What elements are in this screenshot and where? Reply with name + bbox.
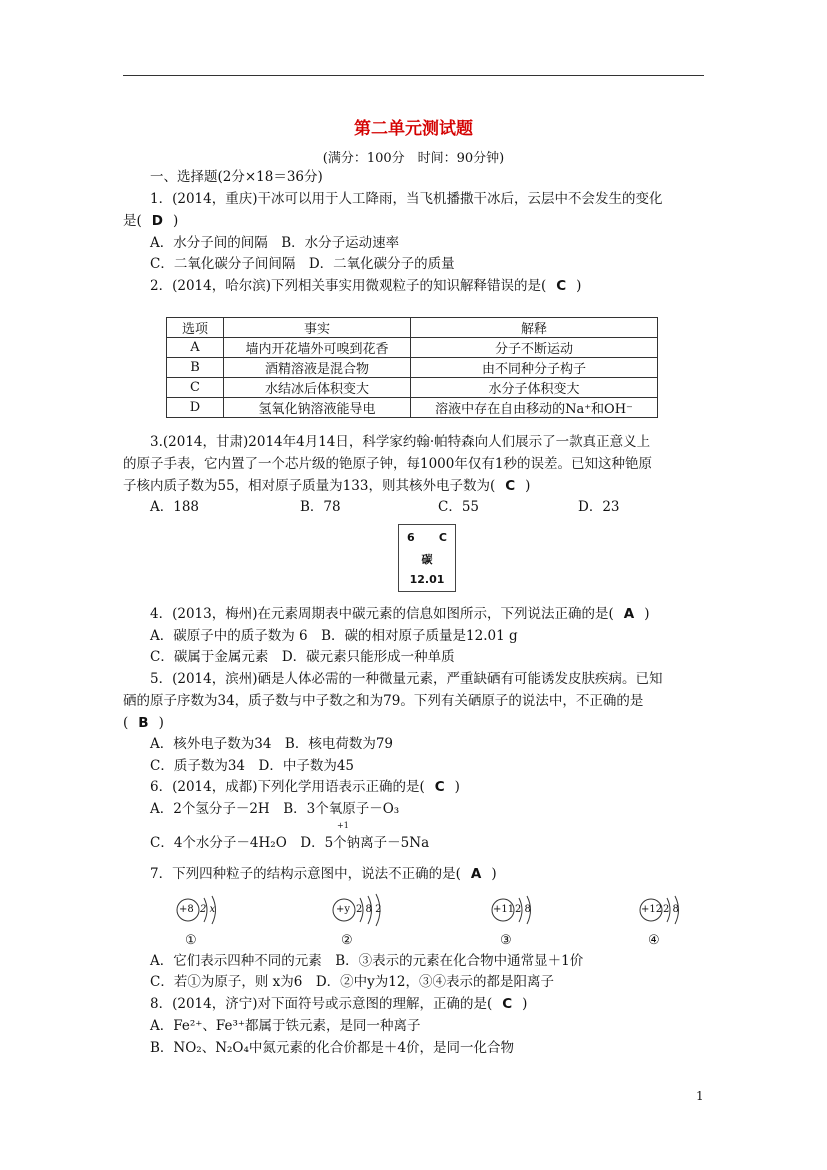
q4-option-cd: C．碳属于金属元素 D．碳元素只能形成一种单质 <box>150 649 455 665</box>
table-row <box>167 398 658 418</box>
q3-answer: C <box>505 478 516 494</box>
atom-1-label: ① <box>185 933 197 948</box>
q8-option-b: B．NO₂、N₂O₄中氮元素的化合价都是＋4价，是同一化合物 <box>150 1040 515 1056</box>
q3-option-d: D．23 <box>578 499 620 515</box>
q5-answer: B <box>138 715 149 731</box>
q3-option-a: A．188 <box>150 499 200 515</box>
atom-4-label: ④ <box>648 933 660 948</box>
q5-option-ab: A．核外电子数为34 B．核电荷数为79 <box>150 736 394 752</box>
q1-answer: D <box>151 213 163 229</box>
table-header-row <box>167 318 658 338</box>
q7-line1: 7．下列四种粒子的结构示意图中，说法不正确的是( A ) <box>150 866 497 882</box>
q6-line1: 6．(2014，成都)下列化学用语表示正确的是( C ) <box>150 779 460 795</box>
q7-option-cd: C．若①为原子，则 x为6 D．②中y为12，③④表示的都是阳离子 <box>150 974 554 990</box>
element-name: 碳 <box>421 553 433 566</box>
header-rule <box>123 75 704 76</box>
atomic-number: 6 <box>407 531 415 544</box>
q2-answer: C <box>556 278 567 294</box>
table-cell: C <box>167 378 224 398</box>
atom-3-label: ③ <box>500 933 512 948</box>
q3-line3: 子核内质子数为55，相对原子质量为133，则其核外电子数为( C ) <box>123 478 531 494</box>
q5-option-cd: C．质子数为34 D．中子数为45 <box>150 758 355 774</box>
q3-option-b: B．78 <box>300 499 341 515</box>
atom-1-nucleus: +8 <box>179 904 194 915</box>
q6-answer: C <box>434 779 445 795</box>
q6-option-ab: A．2个氢分子－2H B．3个氧原子－O₃ <box>150 801 400 817</box>
table-cell: 水结冰后体积变大 <box>224 378 411 398</box>
atom-2-label: ② <box>341 933 353 948</box>
table-cell: 墙内开花墙外可嗅到花香 <box>224 338 411 358</box>
atom-3-shells: 2 8 <box>515 904 531 915</box>
table-cell: B <box>167 358 224 378</box>
atom-2-shells: 2 8 2 <box>356 904 382 915</box>
atom-4-shells: 2 8 <box>663 904 679 915</box>
table-cell: 由不同种分子构子 <box>411 358 658 378</box>
table-row <box>167 338 658 358</box>
q6-option-cd: C．4个水分子－4H₂O D．5个钠离子－5Na <box>150 835 430 851</box>
q5-line1: 5．(2014，滨州)硒是人体必需的一种微量元素，严重缺硒有可能诱发皮肤疾病。已知 <box>150 671 663 687</box>
q3-option-c: C．55 <box>438 499 480 515</box>
page-number: 1 <box>696 1089 704 1103</box>
q5-line2: 硒的原子序数为34，质子数与中子数之和为79。下列有关硒原子的说法中，不正确的是 <box>123 693 644 709</box>
atomic-mass: 12.01 <box>409 573 445 586</box>
table-row <box>167 358 658 378</box>
q4-answer: A <box>623 606 635 622</box>
q1-line1: 1．(2014，重庆)干冰可以用于人工降雨，当飞机播撒干冰后，云层中不会发生的变化 <box>150 191 663 207</box>
atom-1-shells: 2 x <box>200 904 216 915</box>
q7-option-ab: A．它们表示四种不同的元素 B．③表示的元素在化合物中通常显＋1价 <box>150 953 584 969</box>
q1-line2: 是( D ) <box>123 213 179 229</box>
table-cell: D <box>167 398 224 418</box>
table-cell: A <box>167 338 224 358</box>
q3-line1: 3.(2014，甘肃)2014年4月14日，科学家约翰·帕特森向人们展示了一款真正意义上 <box>150 434 651 450</box>
q6-superscript: +1 <box>337 821 349 830</box>
carbon-element-card <box>398 524 456 592</box>
section-heading: 一、选择题(2分×18＝36分) <box>150 169 323 185</box>
q5-line3: ( B ) <box>123 715 164 731</box>
q1-option-cd: C．二氧化碳分子间间隔 D．二氧化碳分子的质量 <box>150 256 455 272</box>
q2-line1: 2．(2014，哈尔滨)下列相关事实用微观粒子的知识解释错误的是( C ) <box>150 278 582 294</box>
q8-line1: 8．(2014，济宁)对下面符号或示意图的理解，正确的是( C ) <box>150 996 528 1012</box>
q8-answer: C <box>502 996 513 1012</box>
atom-4-nucleus: +12 <box>641 904 663 915</box>
page-title: 第二单元测试题 <box>354 119 473 139</box>
table-header: 选项 <box>167 318 224 338</box>
q4-line1: 4．(2013，梅州)在元素周期表中碳元素的信息如图所示，下列说法正确的是( A ) <box>150 606 650 622</box>
table-header: 事实 <box>224 318 411 338</box>
q8-option-a: A．Fe²⁺、Fe³⁺都属于铁元素，是同一种离子 <box>150 1018 421 1034</box>
table-header: 解释 <box>411 318 658 338</box>
table-row <box>167 378 658 398</box>
page-subtitle: (满分：100分 时间：90分钟) <box>322 151 505 166</box>
atom-2-nucleus: +y <box>336 904 351 915</box>
q2-table <box>166 317 658 418</box>
atom-structure-diagrams <box>160 888 700 954</box>
table-cell: 分子不断运动 <box>411 338 658 358</box>
table-cell: 酒精溶液是混合物 <box>224 358 411 378</box>
table-cell: 溶液中存在自由移动的Na⁺和OH⁻ <box>411 398 658 418</box>
table-cell: 氢氧化钠溶液能导电 <box>224 398 411 418</box>
q7-answer: A <box>470 866 482 882</box>
element-symbol: C <box>438 531 447 544</box>
table-cell: 水分子体积变大 <box>411 378 658 398</box>
q3-line2: 的原子手表，它内置了一个芯片级的铯原子钟，每1000年仅有1秒的误差。已知这种铯原 <box>123 456 652 472</box>
atom-3-nucleus: +11 <box>493 904 515 915</box>
q4-option-ab: A．碳原子中的质子数为 6 B．碳的相对原子质量是12.01 g <box>150 628 518 644</box>
q1-option-ab: A．水分子间的间隔 B．水分子运动速率 <box>150 235 400 251</box>
